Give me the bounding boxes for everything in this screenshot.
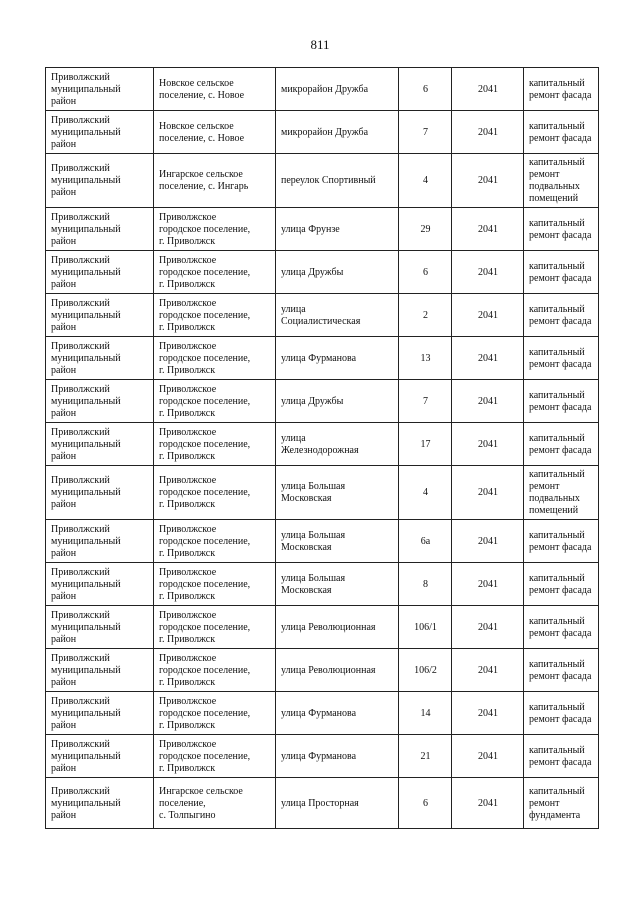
street-cell bbox=[276, 68, 399, 111]
street-cell bbox=[276, 208, 399, 251]
settlement-cell-text: Приволжское городское поселение, г. Приволжск bbox=[159, 475, 251, 510]
table-row bbox=[46, 520, 599, 563]
work-type-cell bbox=[524, 294, 599, 337]
district-cell bbox=[46, 423, 154, 466]
street-cell bbox=[276, 251, 399, 294]
district-cell-text: Приволжский муниципальный район bbox=[51, 254, 121, 290]
house-number-cell-text: 17 bbox=[420, 438, 431, 450]
street-cell bbox=[276, 649, 399, 692]
settlement-cell-text: Ингарское сельское поселение, с. Ингарь bbox=[159, 169, 249, 192]
year-cell bbox=[452, 466, 524, 520]
work-type-cell-text: капитальный ремонт подвальных помещений bbox=[529, 157, 585, 204]
year-cell bbox=[452, 251, 524, 294]
district-cell bbox=[46, 154, 154, 208]
district-cell bbox=[46, 520, 154, 563]
year-cell bbox=[452, 68, 524, 111]
table-row bbox=[46, 111, 599, 154]
district-cell bbox=[46, 606, 154, 649]
settlement-cell-text: Новское сельское поселение, с. Новое bbox=[159, 120, 245, 144]
work-type-cell-text: капитальный ремонт фасада bbox=[529, 389, 592, 413]
settlement-cell-text: Приволжское городское поселение, г. Приволжск bbox=[159, 297, 251, 333]
page-number: 811 bbox=[310, 37, 330, 52]
year-cell bbox=[452, 735, 524, 778]
work-type-cell-text: капитальный ремонт фасада bbox=[529, 529, 592, 553]
settlement-cell bbox=[154, 466, 276, 520]
year-cell bbox=[452, 380, 524, 423]
settlement-cell-text: Приволжское городское поселение, г. Приволжск bbox=[159, 738, 251, 774]
year-cell bbox=[452, 111, 524, 154]
street-cell-text: улица Социалистическая bbox=[281, 303, 361, 327]
year-cell-text: 2041 bbox=[478, 83, 498, 95]
house-number-cell-text: 106/1 bbox=[414, 621, 437, 633]
district-cell-text: Приволжский муниципальный район bbox=[51, 785, 121, 821]
settlement-cell-text: Приволжское городское поселение, г. Приволжск bbox=[159, 426, 251, 462]
year-cell-text: 2041 bbox=[478, 797, 498, 809]
street-cell bbox=[276, 606, 399, 649]
street-cell-text: микрорайон Дружба bbox=[281, 126, 369, 138]
year-cell-text: 2041 bbox=[478, 395, 498, 407]
year-cell bbox=[452, 520, 524, 563]
registry-table-body bbox=[46, 68, 599, 829]
table-row bbox=[46, 208, 599, 251]
house-number-cell bbox=[399, 606, 452, 649]
work-type-cell-text: капитальный ремонт фасада bbox=[529, 572, 592, 596]
settlement-cell bbox=[154, 68, 276, 111]
work-type-cell-text: капитальный ремонт фасада bbox=[529, 615, 592, 639]
year-cell-text: 2041 bbox=[478, 223, 498, 235]
house-number-cell-text: 4 bbox=[423, 175, 428, 186]
district-cell bbox=[46, 208, 154, 251]
district-cell bbox=[46, 692, 154, 735]
district-cell bbox=[46, 111, 154, 154]
settlement-cell bbox=[154, 337, 276, 380]
district-cell bbox=[46, 294, 154, 337]
table-row bbox=[46, 606, 599, 649]
table-row bbox=[46, 735, 599, 778]
year-cell bbox=[452, 606, 524, 649]
year-cell-text: 2041 bbox=[478, 487, 498, 498]
table-row bbox=[46, 294, 599, 337]
settlement-cell bbox=[154, 154, 276, 208]
settlement-cell bbox=[154, 251, 276, 294]
street-cell-text: улица Фурманова bbox=[281, 750, 357, 762]
district-cell-text: Приволжский муниципальный район bbox=[51, 71, 121, 107]
house-number-cell-text: 13 bbox=[420, 352, 431, 364]
year-cell-text: 2041 bbox=[478, 664, 498, 676]
work-type-cell bbox=[524, 423, 599, 466]
district-cell-text: Приволжский муниципальный район bbox=[51, 383, 121, 419]
house-number-cell bbox=[399, 337, 452, 380]
street-cell bbox=[276, 778, 399, 829]
house-number-cell bbox=[399, 154, 452, 208]
work-type-cell bbox=[524, 692, 599, 735]
settlement-cell bbox=[154, 778, 276, 829]
work-type-cell-text: капитальный ремонт фасада bbox=[529, 432, 592, 456]
district-cell-text: Приволжский муниципальный район bbox=[51, 609, 121, 645]
district-cell-text: Приволжский муниципальный район bbox=[51, 523, 121, 559]
settlement-cell bbox=[154, 208, 276, 251]
work-type-cell-text: капитальный ремонт фасада bbox=[529, 260, 592, 284]
settlement-cell-text: Ингарское сельское поселение, с. Толпыгино bbox=[159, 785, 243, 821]
work-type-cell bbox=[524, 68, 599, 111]
district-cell bbox=[46, 778, 154, 829]
house-number-cell bbox=[399, 563, 452, 606]
work-type-cell bbox=[524, 735, 599, 778]
settlement-cell-text: Приволжское городское поселение, г. Приволжск bbox=[159, 523, 251, 559]
work-type-cell bbox=[524, 778, 599, 829]
settlement-cell bbox=[154, 649, 276, 692]
settlement-cell bbox=[154, 423, 276, 466]
table-row bbox=[46, 337, 599, 380]
street-cell bbox=[276, 423, 399, 466]
settlement-cell bbox=[154, 606, 276, 649]
street-cell-text: микрорайон Дружба bbox=[281, 83, 369, 95]
table-row bbox=[46, 778, 599, 829]
work-type-cell bbox=[524, 111, 599, 154]
house-number-cell-text: 8 bbox=[423, 578, 428, 590]
district-cell-text: Приволжский муниципальный район bbox=[51, 738, 121, 774]
district-cell bbox=[46, 649, 154, 692]
street-cell bbox=[276, 337, 399, 380]
registry-table bbox=[45, 67, 599, 829]
district-cell-text: Приволжский муниципальный район bbox=[51, 566, 121, 602]
settlement-cell-text: Приволжское городское поселение, г. Приволжск bbox=[159, 211, 251, 247]
year-cell-text: 2041 bbox=[478, 707, 498, 719]
house-number-cell bbox=[399, 111, 452, 154]
street-cell bbox=[276, 111, 399, 154]
table-row bbox=[46, 563, 599, 606]
table-row bbox=[46, 692, 599, 735]
house-number-cell-text: 7 bbox=[423, 395, 428, 407]
year-cell bbox=[452, 563, 524, 606]
street-cell-text: улица Большая Московская bbox=[281, 572, 346, 596]
year-cell-text: 2041 bbox=[478, 535, 498, 547]
year-cell-text: 2041 bbox=[478, 175, 498, 186]
year-cell-text: 2041 bbox=[478, 309, 498, 321]
settlement-cell-text: Приволжское городское поселение, г. Приволжск bbox=[159, 652, 251, 688]
street-cell-text: улица Революционная bbox=[281, 664, 376, 676]
district-cell bbox=[46, 563, 154, 606]
district-cell bbox=[46, 68, 154, 111]
year-cell bbox=[452, 778, 524, 829]
street-cell bbox=[276, 520, 399, 563]
work-type-cell bbox=[524, 649, 599, 692]
work-type-cell-text: капитальный ремонт фасада bbox=[529, 303, 592, 327]
work-type-cell-text: капитальный ремонт фасада bbox=[529, 701, 592, 725]
street-cell-text: улица Большая Московская bbox=[281, 529, 346, 553]
street-cell-text: улица Фрунзе bbox=[281, 223, 340, 235]
street-cell-text: переулок Спортивный bbox=[281, 175, 376, 186]
house-number-cell-text: 2 bbox=[423, 309, 428, 321]
district-cell bbox=[46, 337, 154, 380]
house-number-cell-text: 106/2 bbox=[414, 664, 437, 676]
house-number-cell bbox=[399, 692, 452, 735]
street-cell-text: улица Большая Московская bbox=[281, 481, 346, 504]
street-cell-text: улица Просторная bbox=[281, 797, 359, 809]
house-number-cell-text: 6 bbox=[423, 83, 428, 95]
year-cell-text: 2041 bbox=[478, 750, 498, 762]
work-type-cell-text: капитальный ремонт фундамента bbox=[529, 785, 585, 821]
settlement-cell bbox=[154, 380, 276, 423]
year-cell-text: 2041 bbox=[478, 126, 498, 138]
district-cell-text: Приволжский муниципальный район bbox=[51, 340, 121, 376]
house-number-cell bbox=[399, 735, 452, 778]
table-row bbox=[46, 423, 599, 466]
district-cell-text: Приволжский муниципальный район bbox=[51, 211, 121, 247]
street-cell-text: улица Железнодорожная bbox=[281, 432, 359, 456]
house-number-cell bbox=[399, 423, 452, 466]
table-row bbox=[46, 154, 599, 208]
district-cell bbox=[46, 735, 154, 778]
work-type-cell bbox=[524, 466, 599, 520]
house-number-cell bbox=[399, 294, 452, 337]
year-cell-text: 2041 bbox=[478, 352, 498, 364]
house-number-cell-text: 14 bbox=[420, 707, 431, 719]
district-cell bbox=[46, 380, 154, 423]
house-number-cell bbox=[399, 778, 452, 829]
settlement-cell-text: Новское сельское поселение, с. Новое bbox=[159, 77, 245, 101]
settlement-cell bbox=[154, 520, 276, 563]
street-cell bbox=[276, 154, 399, 208]
settlement-cell-text: Приволжское городское поселение, г. Приволжск bbox=[159, 254, 251, 290]
work-type-cell bbox=[524, 337, 599, 380]
house-number-cell bbox=[399, 649, 452, 692]
table-row bbox=[46, 68, 599, 111]
district-cell-text: Приволжский муниципальный район bbox=[51, 426, 121, 462]
work-type-cell-text: капитальный ремонт фасада bbox=[529, 77, 592, 101]
house-number-cell bbox=[399, 251, 452, 294]
work-type-cell bbox=[524, 563, 599, 606]
work-type-cell-text: капитальный ремонт фасада bbox=[529, 658, 592, 682]
year-cell bbox=[452, 423, 524, 466]
work-type-cell-text: капитальный ремонт фасада bbox=[529, 744, 592, 768]
district-cell-text: Приволжский муниципальный район bbox=[51, 114, 121, 150]
year-cell-text: 2041 bbox=[478, 621, 498, 633]
year-cell bbox=[452, 208, 524, 251]
district-cell-text: Приволжский муниципальный район bbox=[51, 163, 121, 198]
street-cell bbox=[276, 735, 399, 778]
work-type-cell bbox=[524, 520, 599, 563]
street-cell bbox=[276, 466, 399, 520]
year-cell bbox=[452, 692, 524, 735]
street-cell-text: улица Фурманова bbox=[281, 352, 357, 364]
settlement-cell bbox=[154, 294, 276, 337]
settlement-cell-text: Приволжское городское поселение, г. Приволжск bbox=[159, 566, 251, 602]
settlement-cell bbox=[154, 111, 276, 154]
year-cell bbox=[452, 154, 524, 208]
street-cell bbox=[276, 294, 399, 337]
house-number-cell-text: 6а bbox=[420, 535, 431, 547]
settlement-cell-text: Приволжское городское поселение, г. Приволжск bbox=[159, 695, 251, 731]
table-row bbox=[46, 466, 599, 520]
house-number-cell-text: 29 bbox=[420, 223, 431, 235]
work-type-cell-text: капитальный ремонт подвальных помещений bbox=[529, 469, 585, 516]
street-cell bbox=[276, 380, 399, 423]
settlement-cell bbox=[154, 735, 276, 778]
street-cell bbox=[276, 692, 399, 735]
table-row bbox=[46, 380, 599, 423]
work-type-cell bbox=[524, 154, 599, 208]
house-number-cell-text: 7 bbox=[423, 126, 428, 138]
street-cell-text: улица Дружбы bbox=[281, 266, 344, 278]
district-cell-text: Приволжский муниципальный район bbox=[51, 652, 121, 688]
year-cell bbox=[452, 649, 524, 692]
house-number-cell-text: 6 bbox=[423, 266, 428, 278]
work-type-cell-text: капитальный ремонт фасада bbox=[529, 217, 592, 241]
year-cell-text: 2041 bbox=[478, 438, 498, 450]
year-cell-text: 2041 bbox=[478, 266, 498, 278]
district-cell bbox=[46, 251, 154, 294]
settlement-cell-text: Приволжское городское поселение, г. Приволжск bbox=[159, 383, 251, 419]
settlement-cell-text: Приволжское городское поселение, г. Приволжск bbox=[159, 609, 251, 645]
street-cell-text: улица Фурманова bbox=[281, 707, 357, 719]
house-number-cell bbox=[399, 68, 452, 111]
street-cell bbox=[276, 563, 399, 606]
year-cell bbox=[452, 337, 524, 380]
year-cell bbox=[452, 294, 524, 337]
settlement-cell bbox=[154, 563, 276, 606]
district-cell bbox=[46, 466, 154, 520]
settlement-cell bbox=[154, 692, 276, 735]
work-type-cell bbox=[524, 606, 599, 649]
house-number-cell bbox=[399, 208, 452, 251]
house-number-cell-text: 21 bbox=[420, 750, 431, 762]
district-cell-text: Приволжский муниципальный район bbox=[51, 695, 121, 731]
settlement-cell-text: Приволжское городское поселение, г. Приволжск bbox=[159, 340, 251, 376]
work-type-cell bbox=[524, 251, 599, 294]
work-type-cell-text: капитальный ремонт фасада bbox=[529, 346, 592, 370]
year-cell-text: 2041 bbox=[478, 578, 498, 590]
work-type-cell-text: капитальный ремонт фасада bbox=[529, 120, 592, 144]
house-number-cell-text: 4 bbox=[423, 487, 428, 498]
district-cell-text: Приволжский муниципальный район bbox=[51, 475, 121, 510]
district-cell-text: Приволжский муниципальный район bbox=[51, 297, 121, 333]
street-cell-text: улица Революционная bbox=[281, 621, 376, 633]
table-row bbox=[46, 251, 599, 294]
work-type-cell bbox=[524, 380, 599, 423]
table-row bbox=[46, 649, 599, 692]
house-number-cell bbox=[399, 380, 452, 423]
house-number-cell bbox=[399, 520, 452, 563]
work-type-cell bbox=[524, 208, 599, 251]
house-number-cell bbox=[399, 466, 452, 520]
street-cell-text: улица Дружбы bbox=[281, 395, 344, 407]
house-number-cell-text: 6 bbox=[423, 797, 428, 809]
